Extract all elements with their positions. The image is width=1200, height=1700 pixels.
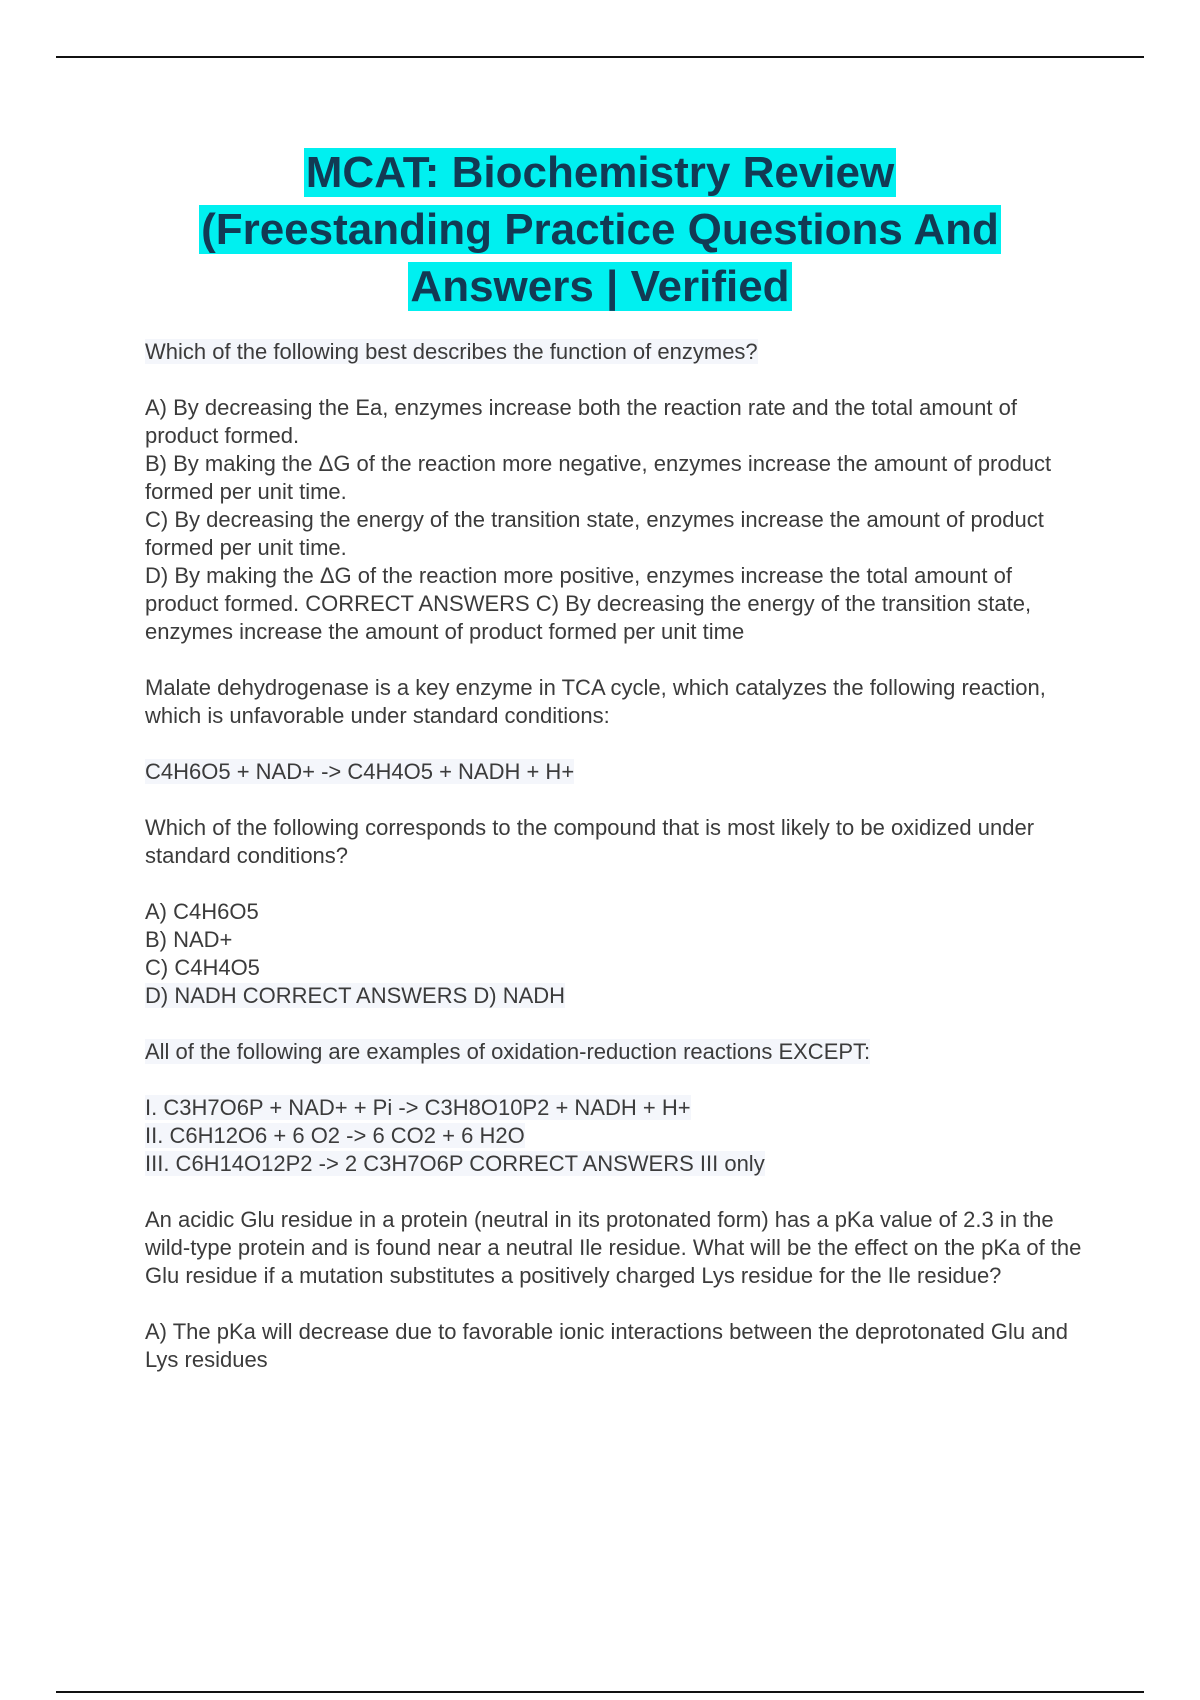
page-title (100, 144, 1100, 315)
option-text: A) By decreasing the Ea, enzymes increase both the reaction rate and the total amount of product formed. (145, 395, 1017, 448)
document-body (145, 338, 1090, 1402)
question-2-intro: Malate dehydrogenase is a key enzyme in TCA cycle, which catalyzes the following reaction, which is unfavorable under standard conditions: (145, 675, 1046, 728)
question-4-text: An acidic Glu residue in a protein (neutral in its protonated form) has a pKa value of 2.3 in the wild-type protein and is found near a neutral Ile residue. What will be the effect on the pKa of the Glu residue if a mutation substitutes a positively charged Lys residue for the Ile residue? (145, 1207, 1082, 1288)
option-text-with-answer: D) By making the ΔG of the reaction more positive, enzymes increase the total amount of product formed. CORRECT ANSWERS C) By decreasing the energy of the transition state, enzymes increase the amount of product formed per unit time (145, 563, 1032, 644)
question-1-options (145, 394, 1090, 646)
header-rule (56, 56, 1144, 58)
question-3-text: All of the following are examples of oxidation-reduction reactions EXCEPT: (145, 1039, 871, 1064)
option-text: II. C6H12O6 + 6 O2 -> 6 CO2 + 6 H2O (145, 1123, 525, 1148)
title-line: MCAT: Biochemistry Review (305, 148, 895, 197)
question-2-text: Which of the following corresponds to the compound that is most likely to be oxidized under standard conditions? (145, 815, 1035, 868)
question-3-options (145, 1094, 1090, 1178)
option-text-with-answer: III. C6H14O12P2 -> 2 C3H7O6P CORRECT ANSWERS III only (145, 1151, 765, 1176)
question-1-text: Which of the following best describes the function of enzymes? (145, 339, 758, 364)
footer-rule (56, 1691, 1144, 1693)
option-text: C) By decreasing the energy of the transition state, enzymes increase the amount of product formed per unit time. (145, 507, 1044, 560)
title-line: (Freestanding Practice Questions And (201, 205, 999, 254)
question-4-options (145, 1318, 1090, 1374)
option-text: I. C3H7O6P + NAD+ + Pi -> C3H8O10P2 + NADH + H+ (145, 1095, 691, 1120)
title-line: Answers | Verified (410, 262, 790, 311)
option-text: B) By making the ΔG of the reaction more negative, enzymes increase the amount of product formed per unit time. (145, 451, 1052, 504)
question-2-options (145, 898, 1090, 1010)
option-text: C) C4H4O5 (145, 955, 260, 980)
option-text: A) C4H6O5 (145, 899, 259, 924)
option-text: B) NAD+ (145, 927, 233, 952)
option-text: A) The pKa will decrease due to favorable ionic interactions between the deprotonated Glu and Lys residues (145, 1319, 1068, 1372)
question-2-equation: C4H6O5 + NAD+ -> C4H4O5 + NADH + H+ (145, 759, 575, 784)
option-text-with-answer: D) NADH CORRECT ANSWERS D) NADH (145, 983, 566, 1008)
